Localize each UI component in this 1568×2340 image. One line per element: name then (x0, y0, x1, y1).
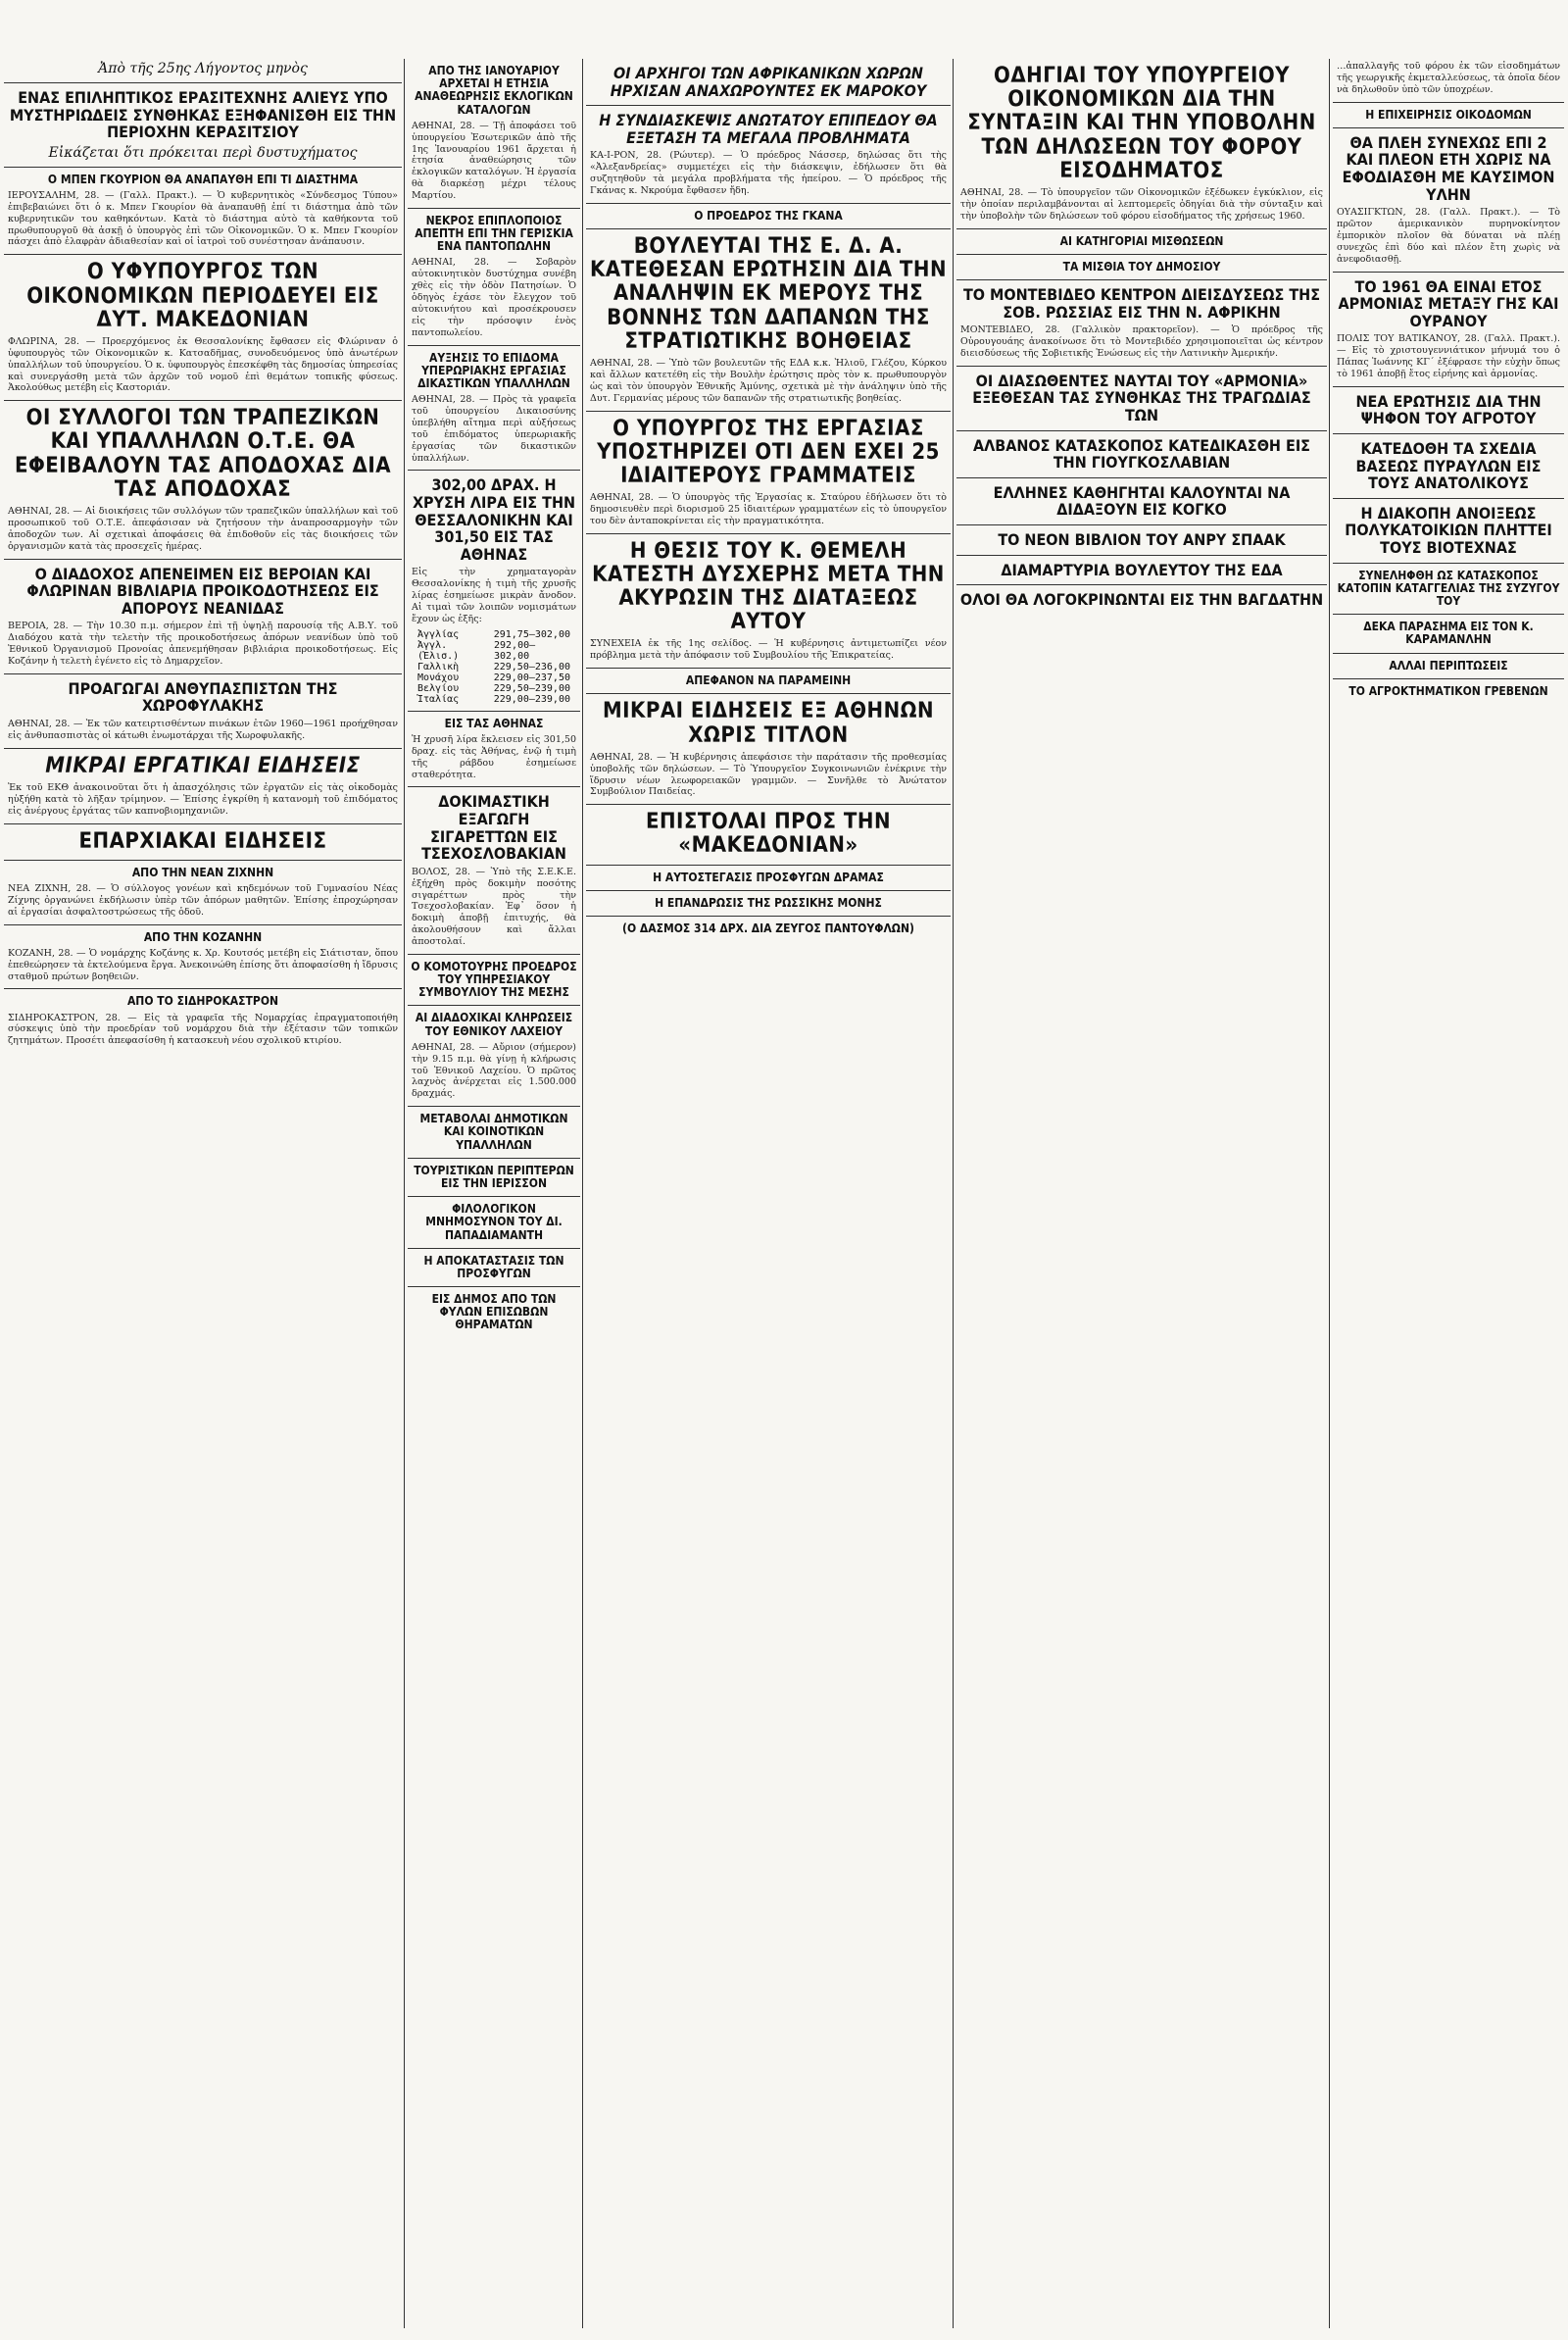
divider (586, 693, 951, 694)
divider (408, 1286, 580, 1287)
article-body: ΑΘΗΝΑΙ, 28. — Ὁ ὑπουργὸς τῆς Ἐργασίας κ. Σταύρου ἐδήλωσεν ὅτι τὸ δημοσιευθὲν περὶ διορισμοῦ 25 ἰδιαιτέρων γραμματέων εἰς τὸ ὑπουργεῖον του δὲν ἀνταποκρίνεται εἰς τὴν πραγματικότητα. (590, 492, 947, 526)
article-body: ΒΟΛΟΣ, 28. — Ὑπὸ τῆς Σ.Ε.Κ.Ε. ἐξήχθη πρὸς δοκιμὴν ποσότης σιγαρέττων πρὸς τὴν Τσεχοσλοβακίαν. Ἐφ᾽ ὅσον ἡ δοκιμὴ ἀποβῇ ἐπιτυχής, θὰ ἀκολουθήσουν καὶ ἄλλαι ἀποστολαί. (412, 866, 576, 948)
headline: ΘΑ ΠΛΕΗ ΣΥΝΕΧΩΣ ΕΠΙ 2 ΚΑΙ ΠΛΕΟΝ ΕΤΗ ΧΩΡΙΣ ΝΑ ΕΦΟΔΙΑΣΘΗ ΜΕ ΚΑΥΣΙΜΟΝ ΥΛΗΝ (1342, 132, 1555, 204)
divider (1333, 127, 1564, 128)
headline: ΟΙ ΑΡΧΗΓΟΙ ΤΩΝ ΑΦΡΙΚΑΝΙΚΩΝ ΧΩΡΩΝ ΗΡΧΙΣΑΝ ΑΝΑΧΩΡΟΥΝΤΕΣ ΕΚ ΜΑΡΟΚΟΥ (610, 64, 927, 100)
headline: ΑΠΟ ΤΗΝ ΝΕΑΝ ΖΙΧΝΗΝ (131, 865, 274, 879)
column-1 (4, 59, 402, 2328)
headline: ΒΟΥΛΕΥΤΑΙ ΤΗΣ Ε. Δ. Α. ΚΑΤΕΘΕΣΑΝ ΕΡΩΤΗΣΙΝ ΔΙΑ ΤΗΝ ΑΝΑΛΗΨΙΝ ΕΚ ΜΕΡΟΥΣ ΤΗΣ ΒΟΝΝΗΣ ΤΩΝ ΔΑΠΑΝΩΝ ΤΗΣ ΣΤΡΑΤΙΩΤΙΚΗΣ ΒΟΗΘΕΙΑΣ (589, 234, 948, 354)
headline: ΑΥΞΗΣΙΣ ΤΟ ΕΠΙΔΟΜΑ ΥΠΕΡΩΡΙΑΚΗΣ ΕΡΓΑΣΙΑΣ ΔΙΚΑΣΤΙΚΩΝ ΥΠΑΛΛΗΛΩΝ (417, 350, 570, 390)
headline: ΔΕΚΑ ΠΑΡΑΣΗΜΑ ΕΙΣ ΤΟΝ Κ. ΚΑΡΑΜΑΝΛΗΝ (1363, 620, 1534, 647)
headline: ΑΙ ΚΑΤΗΓΟΡΙΑΙ ΜΙΣΘΩΣΕΩΝ (1059, 233, 1224, 248)
table-cell: 229,00—239,00 (493, 693, 570, 705)
headline: Η ΑΥΤΟΣΤΕΓΑΣΙΣ ΠΡΟΣΦΥΓΩΝ ΔΡΑΜΑΣ (653, 870, 884, 884)
table-row (417, 672, 570, 683)
divider (956, 555, 1327, 556)
article-body: ΑΘΗΝΑΙ, 28. — Πρὸς τὰ γραφεῖα τοῦ ὑπουργείου Δικαιοσύνης ὑπεβλήθη αἴτημα περὶ αὐξήσεως τοῦ ἐπιδόματος ὑπερωριακῆς ἐργασίας τῶν δικαστικῶν ὑπαλλήλων. (412, 394, 576, 464)
divider (4, 823, 402, 824)
divider (1333, 386, 1564, 387)
headline: Ο ΥΠΟΥΡΓΟΣ ΤΗΣ ΕΡΓΑΣΙΑΣ ΥΠΟΣΤΗΡΙΖΕΙ ΟΤΙ ΔΕΝ ΕΧΕΙ 25 ΙΔΙΑΙΤΕΡΟΥΣ ΓΡΑΜΜΑΤΕΙΣ (597, 416, 940, 488)
divider (1333, 433, 1564, 434)
divider (956, 254, 1327, 255)
divider (1333, 498, 1564, 499)
headline: ΜΙΚΡΑΙ ΕΡΓΑΤΙΚΑΙ ΕΙΔΗΣΕΙΣ (45, 753, 361, 778)
table-row (417, 629, 570, 640)
article-body: ΣΥΝΕΧΕΙΑ ἐκ τῆς 1ης σελίδος. — Ἡ κυβέρνησις ἀντιμετωπίζει νέον πρόβλημα μετὰ τὴν ἀπόφασιν τοῦ Συμβουλίου τῆς Ἐπικρατείας. (590, 638, 947, 662)
article-body: ΙΕΡΟΥΣΑΛΗΜ, 28. — (Γαλλ. Πρακτ.). — Ὁ κυβερνητικὸς «Σύνδεσμος Τύπου» ἐπιβεβαιώνει ὅτι ὁ κ. Μπεν Γκουρίον θὰ ἀναπαυθῇ ἐπί τι διάστημα ἀπὸ τῶν κυβερνητικῶν του καθηκόντων. Κατὰ τὸ διάστημα αὐτὸ τὰ καθήκοντα τοῦ πρωθυπουργοῦ θὰ ἀσκῇ ὁ ὑπουργὸς ἐπὶ τῶν Οἰκονομικῶν. Ὁ κ. Μπεν Γκουρίον πάσχει ἀπὸ ἐλαφρὰν ἀδιαθεσίαν καὶ οἱ ἰατροὶ τοῦ συνέστησαν ἀνάπαυσιν. (8, 189, 398, 248)
headline: (Ο ΔΑΣΜΟΣ 314 ΔΡΧ. ΔΙΑ ΖΕΥΓΟΣ ΠΑΝΤΟΥΦΛΩΝ) (622, 921, 914, 935)
divider (586, 411, 951, 412)
divider (408, 954, 580, 955)
table-cell: Ἰταλίας (417, 693, 460, 705)
headline: ΑΛΛΑΙ ΠΕΡΙΠΤΩΣΕΙΣ (1389, 658, 1508, 672)
headline: ΔΟΚΙΜΑΣΤΙΚΗ ΕΞΑΓΩΓΗ ΣΙΓΑΡΕΤΤΩΝ ΕΙΣ ΤΣΕΧΟΣΛΟΒΑΚΙΑΝ (421, 792, 566, 864)
headline: ΔΙΑΜΑΡΤΥΡΙΑ ΒΟΥΛΕΥΤΟΥ ΤΗΣ ΕΔΑ (1001, 560, 1283, 579)
table-cell: Γαλλικὴ (417, 661, 460, 672)
headline: ΤΟ ΜΟΝΤΕΒΙΔΕΟ ΚΕΝΤΡΟΝ ΔΙΕΙΣΔΥΣΕΩΣ ΤΗΣ ΣΟΒ. ΡΩΣΣΙΑΣ ΕΙΣ ΤΗΝ Ν. ΑΦΡΙΚΗΝ (962, 284, 1321, 322)
divider (1333, 563, 1564, 564)
divider (956, 228, 1327, 229)
headline: Ο ΔΙΑΔΟΧΟΣ ΑΠΕΝΕΙΜΕΝ ΕΙΣ ΒΕΡΟΙΑΝ ΚΑΙ ΦΛΩΡΙΝΑΝ ΒΙΒΛΙΑΡΙΑ ΠΡΟΙΚΟΔΟΤΗΣΕΩΣ ΕΙΣ ΑΠΟΡΟΥΣ ΝΕΑΝΙΔΑΣ (26, 564, 379, 618)
headline: ΕΠΙΣΤΟΛΑΙ ΠΡΟΣ ΤΗΝ «ΜΑΚΕΔΟΝΙΑΝ» (645, 810, 892, 859)
headline: ΚΑΤΕΔΟΘΗ ΤΑ ΣΧΕΔΙΑ ΒΑΣΕΩΣ ΠΥΡΑΥΛΩΝ ΕΙΣ ΤΟΥΣ ΑΝΑΤΟΛΙΚΟΥΣ (1355, 439, 1542, 493)
headline: ΟΔΗΓΙΑΙ ΤΟΥ ΥΠΟΥΡΓΕΙΟΥ ΟΙΚΟΝΟΜΙΚΩΝ ΔΙΑ ΤΗΝ ΣΥΝΤΑΞΙΝ ΚΑΙ ΤΗΝ ΥΠΟΒΟΛΗΝ ΤΩΝ ΔΗΛΩΣΕΩΝ ΤΟΥ ΦΟΡΟΥ ΕΙΣΟΔΗΜΑΤΟΣ (967, 64, 1316, 183)
article-body: …ἀπαλλαγῆς τοῦ φόρου ἐκ τῶν εἰσοδημάτων τῆς γεωργικῆς ἐκμεταλλεύσεως, τὰ ὁποῖα δέον νὰ δηλωθοῦν ὑπὸ τῶν ὑποχρέων. (1337, 61, 1560, 95)
table-cell: 291,75—302,00 (493, 628, 570, 640)
divider (586, 668, 951, 669)
divider (956, 524, 1327, 525)
headline: ΠΡΟΑΓΩΓΑΙ ΑΝΘΥΠΑΣΠΙΣΤΩΝ ΤΗΣ ΧΩΡΟΦΥΛΑΚΗΣ (68, 678, 338, 716)
table-row (417, 683, 570, 694)
table-cell: 229,00—237,50 (493, 672, 570, 683)
divider (4, 82, 402, 83)
divider (586, 916, 951, 917)
column-rule (1329, 59, 1330, 2328)
article-body: ΦΛΩΡΙΝΑ, 28. — Προερχόμενος ἐκ Θεσσαλονίκης ἔφθασεν εἰς Φλώριναν ὁ ὑφυπουργὸς τῶν Οἰκονομικῶν κ. Κατσαδῆμας, συνοδευόμενος ὑπὸ ἀνωτέρων ὑπαλλήλων τοῦ ὑπουργείου. Ὁ κ. ὑφυπουργὸς ἐπεσκέφθη τὰς δημοσίας ὑπηρεσίας καὶ συνεργάσθη μετὰ τῶν ἀρχῶν τοῦ νομοῦ ἐπὶ θεμάτων τοπικῆς φύσεως. Ἀκολούθως μετέβη εἰς Καστοριάν. (8, 335, 398, 394)
headline: Ο ΚΟΜΟΤΟΥΡΗΣ ΠΡΟΕΔΡΟΣ ΤΟΥ ΥΠΗΡΕΣΙΑΚΟΥ ΣΥΜΒΟΥΛΙΟΥ ΤΗΣ ΜΕΣΗΣ (411, 959, 577, 1000)
headline: Η ΕΠΑΝΔΡΩΣΙΣ ΤΗΣ ΡΩΣΣΙΚΗΣ ΜΟΝΗΣ (655, 895, 882, 910)
article-body: Ἡ χρυσῆ λίρα ἔκλεισεν εἰς 301,50 δραχ. εἰς τὰς Ἀθήνας, ἐνῷ ἡ τιμὴ τῆς ράβδου ἐσημείωσε σταθερότητα. (412, 733, 576, 780)
column-rule (582, 59, 583, 2328)
headline: ΕΙΣ ΔΗΜΟΣ ΑΠΟ ΤΩΝ ΦΥΛΩΝ ΕΠΙΣΩΒΩΝ ΘΗΡΑΜΑΤΩΝ (431, 1292, 557, 1332)
headline: ΟΙ ΔΙΑΣΩΘΕΝΤΕΣ ΝΑΥΤΑΙ ΤΟΥ «ΑΡΜΟΝΙΑ» ΕΞΕΘΕΣΑΝ ΤΑΣ ΣΥΝΘΗΚΑΣ ΤΗΣ ΤΡΑΓΩΔΙΑΣ ΤΩΝ (972, 371, 1311, 424)
article-body: ΑΘΗΝΑΙ, 28. — Σοβαρὸν αὐτοκινητικὸν δυστύχημα συνέβη χθὲς εἰς τὴν ὁδὸν Πατησίων. Ὁ ὁδηγὸς ἐχάσε τὸν ἔλεγχον τοῦ αὐτοκινήτου καὶ προσέκρουσεν εἰς τὴν πρόσοψιν ἑνὸς παντοπωλείου. (412, 257, 576, 338)
table-cell: 229,50—239,00 (493, 682, 570, 694)
divider (408, 470, 580, 471)
headline: ΑΛΒΑΝΟΣ ΚΑΤΑΣΚΟΠΟΣ ΚΑΤΕΔΙΚΑΣΘΗ ΕΙΣ ΤΗΝ ΓΙΟΥΓΚΟΣΛΑΒΙΑΝ (972, 435, 1310, 473)
article-body: ΝΕΑ ΖΙΧΝΗ, 28. — Ὁ σύλλογος γονέων καὶ κηδεμόνων τοῦ Γυμνασίου Νέας Ζίχνης ὀργανώνει ἐκδήλωσιν ὑπὲρ τῶν ἀπόρων μαθητῶν. Ἐπίσης ἐπροχώρησαν αἱ ἐργασίαι ἀσφαλτοστρώσεως τῆς ὁδοῦ. (8, 882, 398, 918)
divider (956, 279, 1327, 280)
headline: ΑΙ ΔΙΑΔΟΧΙΚΑΙ ΚΛΗΡΩΣΕΙΣ ΤΟΥ ΕΘΝΙΚΟΥ ΛΑΧΕΙΟΥ (415, 1011, 573, 1038)
subheadline: Ἀπὸ τῆς 25ης Λήγοντος μηνὸς (98, 61, 308, 76)
headline: ΑΠΕΦΑΝΟΝ ΝΑ ΠΑΡΑΜΕΙΝΗ (685, 673, 852, 688)
headline: ΤΟΥΡΙΣΤΙΚΩΝ ΠΕΡΙΠΤΕΡΩΝ ΕΙΣ ΤΗΝ ΙΕΡΙΣΣΟΝ (414, 1163, 574, 1190)
divider (4, 400, 402, 401)
table-cell: Βελγίου (417, 682, 460, 694)
headline: ΤΟ ΝΕΟΝ ΒΙΒΛΙΟΝ ΤΟΥ ΑΝΡΥ ΣΠΑΑΚ (998, 529, 1286, 549)
article-body: Εἰς τὴν χρηματαγορὰν Θεσσαλονίκης ἡ τιμὴ τῆς χρυσῆς λίρας ἐσημείωσε μικρὰν ἄνοδον. Αἱ τιμαὶ τῶν λοιπῶν νομισμάτων ἔχουν ὡς ἑξῆς: (412, 567, 576, 624)
exchange-rate-table (417, 629, 570, 705)
headline: ΤΟ 1961 ΘΑ ΕΙΝΑΙ ΕΤΟΣ ΑΡΜΟΝΙΑΣ ΜΕΤΑΞΥ ΓΗΣ ΚΑΙ ΟΥΡΑΝΟΥ (1338, 276, 1559, 330)
table-cell: 292,00—302,00 (494, 639, 536, 662)
headline: ΑΠΟ ΤΟ ΣΙΔΗΡΟΚΑΣΤΡΟΝ (126, 994, 279, 1009)
article-body: ΚΟΖΑΝΗ, 28. — Ὁ νομάρχης Κοζάνης κ. Χρ. Κουτσός μετέβη εἰς Σιάτισταν, ὅπου ἐπεθεώρησεν τὰ ἐκτελούμενα ἔργα. Ἀνεκοινώθη ἐπίσης ὅτι ἀποφασίσθη ἡ ἴδρυσις σταθμοῦ πρώτων βοηθειῶν. (8, 947, 398, 982)
divider (1333, 272, 1564, 273)
article-body: ΑΘΗΝΑΙ, 28. — Τῇ ἀποφάσει τοῦ ὑπουργείου Ἐσωτερικῶν ἀπὸ τῆς 1ης Ἰανουαρίου 1961 ἄρχεται ἡ ἐτησία ἀναθεώρησις τῶν ἐκλογικῶν καταλόγων. Ἡ ἐργασία θὰ διαρκέσῃ μέχρι τέλους Μαρτίου. (412, 120, 576, 201)
headline: ΝΕΚΡΟΣ ΕΠΙΠΛΟΠΟΙΟΣ ΑΠΕΠΤΗ ΕΠΙ ΤΗΝ ΓΕΡΙΣΚΙΑ ΕΝΑ ΠΑΝΤΟΠΩΛΗΝ (415, 213, 573, 254)
divider (4, 167, 402, 168)
divider (4, 860, 402, 861)
divider (586, 105, 951, 106)
column-rule (404, 59, 405, 2328)
subheadline: Εἰκάζεται ὅτι πρόκειται περὶ δυστυχήματος (48, 144, 358, 161)
headline: ΣΥΝΕΛΗΦΘΗ ΩΣ ΚΑΤΑΣΚΟΠΟΣ ΚΑΤΟΠΙΝ ΚΑΤΑΓΓΕΛΙΑΣ ΤΗΣ ΣΥΖΥΓΟΥ ΤΟΥ (1337, 568, 1560, 608)
divider (956, 430, 1327, 431)
divider (1333, 614, 1564, 615)
article-body: ΑΘΗΝΑΙ, 28. — Ἡ κυβέρνησις ἀπεφάσισε τὴν παράτασιν τῆς προθεσμίας ὑποβολῆς τῶν δηλώσεων. — Τὸ Ὑπουργεῖον Συγκοινωνιῶν ἐνέκρινε τὴν ἵδρυσιν νέων λεωφορειακῶν γραμμῶν. — Συνῆλθε τὸ Ἀνώτατον Συμβούλιον Παιδείας. (590, 751, 947, 798)
divider (586, 203, 951, 204)
divider (586, 533, 951, 534)
headline: Ο ΥΦΥΠΟΥΡΓΟΣ ΤΩΝ ΟΙΚΟΝΟΜΙΚΩΝ ΠΕΡΙΟΔΕΥΕΙ ΕΙΣ ΔΥΤ. ΜΑΚΕΔΟΝΙΑΝ (26, 260, 379, 332)
divider (4, 924, 402, 925)
divider (4, 748, 402, 749)
table-cell: Ἀγγλ. (Ἐλισ.) (417, 639, 460, 662)
article-body: ΚΑ-Ι-ΡΟΝ, 28. (Ρώυτερ). — Ὁ πρόεδρος Νάσσερ, δηλώσας ὅτι τὴς «Ἀλεξανδρείας» συμμετέχει εἰς τὴν διάσκεψιν, ἐδήλωσεν ὅτι θὰ συζητηθοῦν τὰ μεγάλα προβλήματα τῆς ἠπείρου. — Ὁ πρόεδρος τῆς Γκάνας κ. Νκρούμα ἔφθασεν ἤδη. (590, 150, 947, 196)
divider (586, 890, 951, 891)
article-body: ΣΙΔΗΡΟΚΑΣΤΡΟΝ, 28. — Εἰς τὰ γραφεῖα τῆς Νομαρχίας ἐπραγματοποιήθη σύσκεψις ὑπὸ τὴν προεδρίαν τοῦ νομάρχου διὰ τὴν ἐξέτασιν τῶν τοπικῶν ζητημάτων. Προσέτι ἀπεφασίσθη ἡ κατασκευὴ νέου σχολικοῦ κτιρίου. (8, 1012, 398, 1047)
headline: ΝΕΑ ΕΡΩΤΗΣΙΣ ΔΙΑ ΤΗΝ ΨΗΦΟΝ ΤΟΥ ΑΓΡΟΤΟΥ (1355, 391, 1542, 428)
headline: Η ΕΠΙΧΕΙΡΗΣΙΣ ΟΙΚΟΔΟΜΩΝ (1365, 107, 1532, 122)
divider (586, 865, 951, 866)
divider (408, 786, 580, 787)
divider (1333, 653, 1564, 654)
headline: Ο ΠΡΟΕΔΡΟΣ ΤΗΣ ΓΚΑΝΑ (694, 208, 843, 223)
headline: ΟΙ ΣΥΛΛΟΓΟΙ ΤΩΝ ΤΡΑΠΕΖΙΚΩΝ ΚΑΙ ΥΠΑΛΛΗΛΩΝ Ο.Τ.Ε. ΘΑ ΕΦΕΙΒΑΛΟΥΝ ΤΑΣ ΑΠΟΔΟΧΑΣ ΔΙΑ ΤΑΣ ΑΠΟΔΟΧΑΣ (14, 406, 392, 502)
divider (586, 804, 951, 805)
headline: Ο ΜΠΕΝ ΓΚΟΥΡΙΟΝ ΘΑ ΑΝΑΠΑΥΘΗ ΕΠΙ ΤΙ ΔΙΑΣΤΗΜΑ (47, 172, 359, 186)
divider (586, 228, 951, 229)
headline: ΑΠΟ ΤΗΝ ΚΟΖΑΝΗΝ (143, 929, 263, 944)
divider (1333, 102, 1564, 103)
divider (956, 477, 1327, 478)
divider (4, 254, 402, 255)
article-body: ΜΟΝΤΕΒΙΔΕΟ, 28. (Γαλλικὸν πρακτορεῖον). — Ὁ πρόεδρος τῆς Οὐρουγουάης ἀνακοίνωσε ὅτι τὸ Μοντεβιδέο χρησιμοποιεῖται ὡς κέντρον διεισδύσεως τῆς Σοβιετικῆς Ἑνώσεως εἰς τὴν Λατινικὴν Ἀμερικήν. (960, 324, 1323, 359)
column-2 (408, 59, 580, 2328)
article-body: ΑΘΗΝΑΙ, 28. — Αὔριον (σήμερον) τὴν 9.15 π.μ. θὰ γίνῃ ἡ κλήρωσις τοῦ Ἐθνικοῦ Λαχείου. Ὁ πρῶτος λαχνὸς ἀνέρχεται εἰς 1.500.000 δραχμάς. (412, 1041, 576, 1100)
headline: ΤΟ ΑΓΡΟΚΤΗΜΑΤΙΚΟΝ ΓΡΕΒΕΝΩΝ (1348, 683, 1548, 698)
headline: ΕΝΑΣ ΕΠΙΛΗΠΤΙΚΟΣ ΕΡΑΣΙΤΕΧΝΗΣ ΑΛΙΕΥΣ ΥΠΟ ΜΥΣΤΗΡΙΩΔΕΙΣ ΣΥΝΘΗΚΑΣ ΕΞΗΦΑΝΙΣΘΗ ΕΙΣ ΤΗΝ ΠΕΡΙΟΧΗΝ ΚΕΡΑΣΙΤΣΙΟΥ (9, 88, 397, 142)
divider (956, 584, 1327, 585)
article-body: ΑΘΗΝΑΙ, 28. — Τὸ ὑπουργεῖον τῶν Οἰκονομικῶν ἐξέδωκεν ἐγκύκλιον, εἰς τὴν ὁποίαν περιλαμβάνονται αἱ λεπτομερεῖς ὁδηγίαι διὰ τὴν σύνταξιν καὶ τὴν ὑποβολὴν τῶν δηλώσεων τοῦ φόρου εἰσοδήματος τῆς χρήσεως 1960. (960, 186, 1323, 222)
table-row (417, 662, 570, 672)
divider (408, 1196, 580, 1197)
article-body: ΟΥΑΣΙΓΚΤΩΝ, 28. (Γαλλ. Πρακτ.). — Τὸ πρῶτον ἀμερικανικὸν πυρηνοκίνητον ἐμπορικὸν πλοῖον θὰ δύναται νὰ πλέῃ συνεχῶς ἐπὶ δύο καὶ πλέον ἔτη χωρὶς νὰ ἀνεφοδιασθῇ. (1337, 207, 1560, 265)
table-row (417, 694, 570, 705)
headline: ΜΙΚΡΑΙ ΕΙΔΗΣΕΙΣ ΕΞ ΑΘΗΝΩΝ ΧΩΡΙΣ ΤΙΤΛΟΝ (602, 699, 935, 748)
headline: 302,00 ΔΡΑΧ. Η ΧΡΥΣΗ ΛΙΡΑ ΕΙΣ ΤΗΝ ΘΕΣΣΑΛΟΝΙΚΗΝ ΚΑΙ 301,50 ΕΙΣ ΤΑΣ ΑΘΗΝΑΣ (412, 475, 576, 564)
divider (4, 673, 402, 674)
column-3 (586, 59, 951, 2328)
headline: Η ΣΥΝΔΙΑΣΚΕΨΙΣ ΑΝΩΤΑΤΟΥ ΕΠΙΠΕΔΟΥ ΘΑ ΕΞΕΤΑΣΗ ΤΑ ΜΕΓΑΛΑ ΠΡΟΒΛΗΜΑΤΑ (599, 111, 938, 147)
divider (408, 1005, 580, 1006)
headline: ΜΕΤΑΒΟΛΑΙ ΔΗΜΟΤΙΚΩΝ ΚΑΙ ΚΟΙΝΟΤΙΚΩΝ ΥΠΑΛΛΗΛΩΝ (419, 1112, 568, 1152)
column-4 (956, 59, 1327, 2328)
table-cell: 229,50—236,00 (493, 661, 570, 672)
headline: ΕΙΣ ΤΑΣ ΑΘΗΝΑΣ (444, 716, 544, 730)
divider (408, 1106, 580, 1107)
headline: ΤΑ ΜΙΣΘΙΑ ΤΟΥ ΔΗΜΟΣΙΟΥ (1062, 259, 1221, 274)
divider (4, 559, 402, 560)
column-rule (953, 59, 954, 2328)
article-body: ΒΕΡΟΙΑ, 28. — Τὴν 10.30 π.μ. σήμερον ἐπὶ τῇ ὑψηλῇ παρουσίᾳ τῆς Α.Β.Υ. τοῦ Διαδόχου κατὰ τὴν τελετὴν τῆς προικοδοτήσεως ἀπόρων νεανίδων ὑπὸ τοῦ Ἐθνικοῦ Ὀργανισμοῦ Προνοίας ἀπενεμήθησαν βιβλιάρια προικοδοτήσεως. Εἰς Κοζάνην ἡ τελετὴ ἐγένετο εἰς τὸ Δημαρχεῖον. (8, 621, 398, 667)
headline: ΑΠΟ ΤΗΣ ΙΑΝΟΥΑΡΙΟΥ ΑΡΧΕΤΑΙ Η ΕΤΗΣΙΑ ΑΝΑΘΕΩΡΗΣΙΣ ΕΚΛΟΓΙΚΩΝ ΚΑΤΑΛΟΓΩΝ (415, 64, 573, 117)
table-cell: Μονάχου (417, 672, 460, 683)
table-cell: Ἀγγλίας (417, 628, 460, 640)
divider (408, 345, 580, 346)
headline: ΕΠΑΡΧΙΑΚΑΙ ΕΙΔΗΣΕΙΣ (78, 828, 327, 854)
headline: ΕΛΛΗΝΕΣ ΚΑΘΗΓΗΤΑΙ ΚΑΛΟΥΝΤΑΙ ΝΑ ΔΙΔΑΞΟΥΝ ΕΙΣ ΚΟΓΚΟ (993, 482, 1291, 520)
table-row (417, 640, 570, 662)
headline: Η ΘΕΣΙΣ ΤΟΥ Κ. ΘΕΜΕΛΗ ΚΑΤΕΣΤΗ ΔΥΣΧΕΡΗΣ ΜΕΤΑ ΤΗΝ ΑΚΥΡΩΣΙΝ ΤΗΣ ΔΙΑΤΑΞΕΩΣ ΑΥΤΟΥ (592, 538, 945, 635)
headline: Η ΑΠΟΚΑΤΑΣΤΑΣΙΣ ΤΩΝ ΠΡΟΣΦΥΓΩΝ (423, 1253, 564, 1280)
divider (408, 208, 580, 209)
column-5 (1333, 59, 1564, 2328)
headline: ΦΙΛΟΛΟΓΙΚΟΝ ΜΝΗΜΟΣΥΝΟΝ ΤΟΥ ΔΙ. ΠΑΠΑΔΙΑΜΑΝΤΗ (425, 1202, 563, 1242)
divider (1333, 678, 1564, 679)
divider (956, 366, 1327, 367)
article-body: ΑΘΗΝΑΙ, 28. — Αἱ διοικήσεις τῶν συλλόγων τῶν τραπεζικῶν ὑπαλλήλων καὶ τοῦ προσωπικοῦ τοῦ Ο.Τ.Ε. ἀπεφάσισαν νὰ ζητήσουν τὴν ἀναπροσαρμογὴν τῶν ἀποδοχῶν των. Αἱ σχετικαὶ ἀποφάσεις θὰ ἐπιδοθοῦν εἰς τὰς διοικήσεις τῶν ὀργανισμῶν κατὰ τὰς προσεχεῖς ἡμέρας. (8, 506, 398, 552)
divider (408, 711, 580, 712)
headline: ΟΛΟΙ ΘΑ ΛΟΓΟΚΡΙΝΩΝΤΑΙ ΕΙΣ ΤΗΝ ΒΑΓΔΑΤΗΝ (959, 590, 1324, 610)
article-body: ΑΘΗΝΑΙ, 28. — Ἐκ τῶν κατειρτισθέντων πινάκων ἐτῶν 1960—1961 προήχθησαν εἰς ἀνθυπασπιστὰς οἱ κάτωθι ἐνωμοτάρχαι τῆς Χωροφυλακῆς. (8, 719, 398, 741)
divider (408, 1248, 580, 1249)
article-body: ΑΘΗΝΑΙ, 28. — Ὑπὸ τῶν βουλευτῶν τῆς ΕΔΑ κ.κ. Ἠλιοῦ, Γλέζου, Κύρκου καὶ ἄλλων κατετέθη εἰς τὴν Βουλὴν ἐρώτησις πρὸς τὸν κ. πρωθυπουργὸν ὡς καὶ τὸν ὑπουργὸν Ἐθνικῆς Ἀμύνης, σχετικὰ μὲ τὴν ἀνάληψιν ὑπὸ τῆς Δυτ. Γερμανίας μέρους τῶν δαπανῶν τῆς στρατιωτικῆς βοηθείας. (590, 358, 947, 404)
divider (4, 988, 402, 989)
article-body: ΠΟΛΙΣ ΤΟΥ ΒΑΤΙΚΑΝΟΥ, 28. (Γαλλ. Πρακτ.). — Εἰς τὸ χριστουγεννιάτικον μήνυμά του ὁ Πάπας Ἰωάννης ΚΓ΄ ἐξέφρασε τὴν εὐχὴν ὅπως τὸ 1961 ἀποβῇ ἔτος εἰρήνης καὶ ἁρμονίας. (1337, 333, 1560, 379)
article-body: Ἐκ τοῦ ΕΚΘ ἀνακοινοῦται ὅτι ἡ ἀπασχόλησις τῶν ἐργατῶν εἰς τὰς οἰκοδομὰς ηὐξήθη κατὰ τὸ λῆξαν τρίμηνον. — Ἐπίσης ἐγκρίθη ἡ κατανομὴ τοῦ ἐπιδόματος εἰς ἀνέργους ἐργάτας τῶν καπνοβιομηχανιῶν. (8, 781, 398, 817)
divider (408, 1158, 580, 1159)
headline: Η ΔΙΑΚΟΠΗ ΑΝΟΙΞΕΩΣ ΠΟΛΥΚΑΤΟΙΚΙΩΝ ΠΛΗΤΤΕΙ ΤΟΥΣ ΒΙΟΤΕΧΝΑΣ (1345, 503, 1552, 557)
